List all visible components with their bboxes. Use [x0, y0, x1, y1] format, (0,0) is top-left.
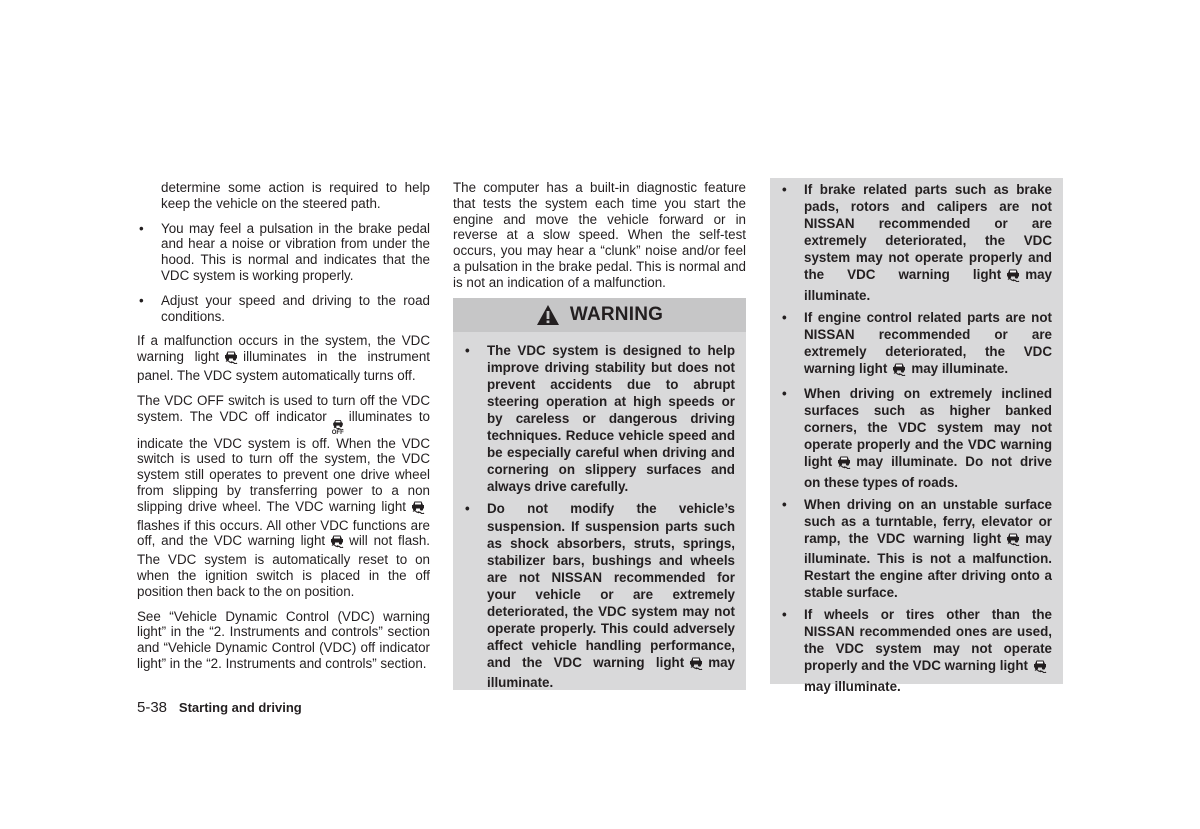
warning-item: • If engine control related parts are not NISSAN recommended or are extremely deteriorated, the VDC warning light may illuminate. [780, 309, 1052, 380]
page-number: 5-38 [137, 699, 168, 716]
vdc-off-indicator-icon [331, 412, 345, 436]
paragraph-see-also: See “Vehicle Dynamic Control (VDC) warning light” in the “2. Instruments and controls” section and “Vehicle Dynamic Control (VDC) off indicator light” in the “2. Instruments and controls” section. [137, 608, 430, 671]
warning-item: • When driving on an unstable surface such as a turntable, ferry, elevator or ramp, the VDC warning light may illuminate. This is not a malfunction. Restart the engine after driving onto a stable surface. [780, 496, 1052, 602]
column-middle [453, 180, 746, 690]
vdc-warning-light-icon [329, 533, 345, 552]
vdc-warning-light-icon [891, 361, 907, 380]
bullet-list [137, 221, 430, 325]
page-footer [137, 699, 302, 716]
paragraph-vdc-off: The VDC OFF switch is used to turn off the VDC system. The VDC off indicator OFF illuminates to indicate the VDC system is off. When the VDC switch is used to turn off the system, the VDC system still operates to prevent one drive wheel from slipping by transferring power to a non slipping drive wheel. The VDC warning lightflashes if this occurs. All other VDC functions are off, and the VDC warning light will not flash. The VDC system is automatically reset to on when the ignition switch is placed in the off position then back to the on position. [137, 392, 431, 599]
column-right-warning [770, 178, 1063, 694]
warning-box [453, 298, 746, 690]
vdc-warning-light-icon [1032, 658, 1048, 677]
warning-item: • When driving on extremely inclined surfaces such as higher banked corners, the VDC system may not operate properly and the VDC warning light may illuminate. Do not drive on these types of roads. [780, 385, 1052, 491]
column-left [137, 180, 430, 681]
warning-list [453, 332, 746, 692]
vdc-warning-light-icon [688, 655, 704, 674]
list-item: • Adjust your speed and driving to the road conditions. [137, 293, 430, 325]
warning-item: • If wheels or tires other than the NISSAN recommended ones are used, the VDC system may not operate properly and the VDC warning lightmay illuminate. [780, 606, 1052, 694]
section-title: Starting and driving [178, 700, 302, 715]
vdc-warning-light-icon [410, 499, 426, 518]
vdc-warning-light-icon [223, 349, 239, 368]
warning-title: WARNING [569, 303, 664, 325]
warning-item: • Do not modify the vehicle’s suspension. If suspension parts such as shock absorbers, struts, springs, stabilizer bars, bushings and wheels are not NISSAN recommended for your vehicle or are extremely deteriorated, the VDC system may not operate properly. This could adversely affect vehicle handling performance, and the VDC warning light may illuminate. [463, 500, 735, 691]
paragraph-diagnostic: The computer has a built-in diagnostic feature that tests the system each time you start the engine and move the vehicle forward or in reverse at a slow speed. When the self-test occurs, you may hear a “clunk” noise and/or feel a pulsation in the brake pedal. This is normal and is not an indication of a malfunction. [453, 180, 746, 290]
warning-header [453, 298, 746, 332]
warning-list-continued [770, 178, 1063, 695]
off-label: OFF [331, 429, 344, 436]
warning-triangle-icon [536, 304, 560, 326]
vdc-warning-light-icon [836, 454, 852, 473]
continued-text: determine some action is required to help keep the vehicle on the steered path. [161, 180, 430, 211]
paragraph-malfunction: If a malfunction occurs in the system, the VDC warning light illuminates in the instrument panel. The VDC system automatically turns off. [137, 333, 430, 383]
vdc-warning-light-icon [1005, 267, 1021, 286]
warning-item: • The VDC system is designed to help improve driving stability but does not prevent accidents due to abrupt steering operation at high speeds or by careless or dangerous driving techniques. Reduce vehicle speed and be especially careful when driving and cornering on slippery surfaces and always drive carefully. [463, 342, 735, 496]
list-item: • You may feel a pulsation in the brake pedal and hear a noise or vibration from under the hood. This is normal and indicates that the VDC system is working properly. [137, 221, 430, 284]
warning-item: • If brake related parts such as brake pads, rotors and calipers are not NISSAN recommended or are extremely deteriorated, the VDC system may not operate properly and the VDC warning light may illuminate. [780, 181, 1052, 304]
vdc-warning-light-icon [1005, 531, 1021, 550]
